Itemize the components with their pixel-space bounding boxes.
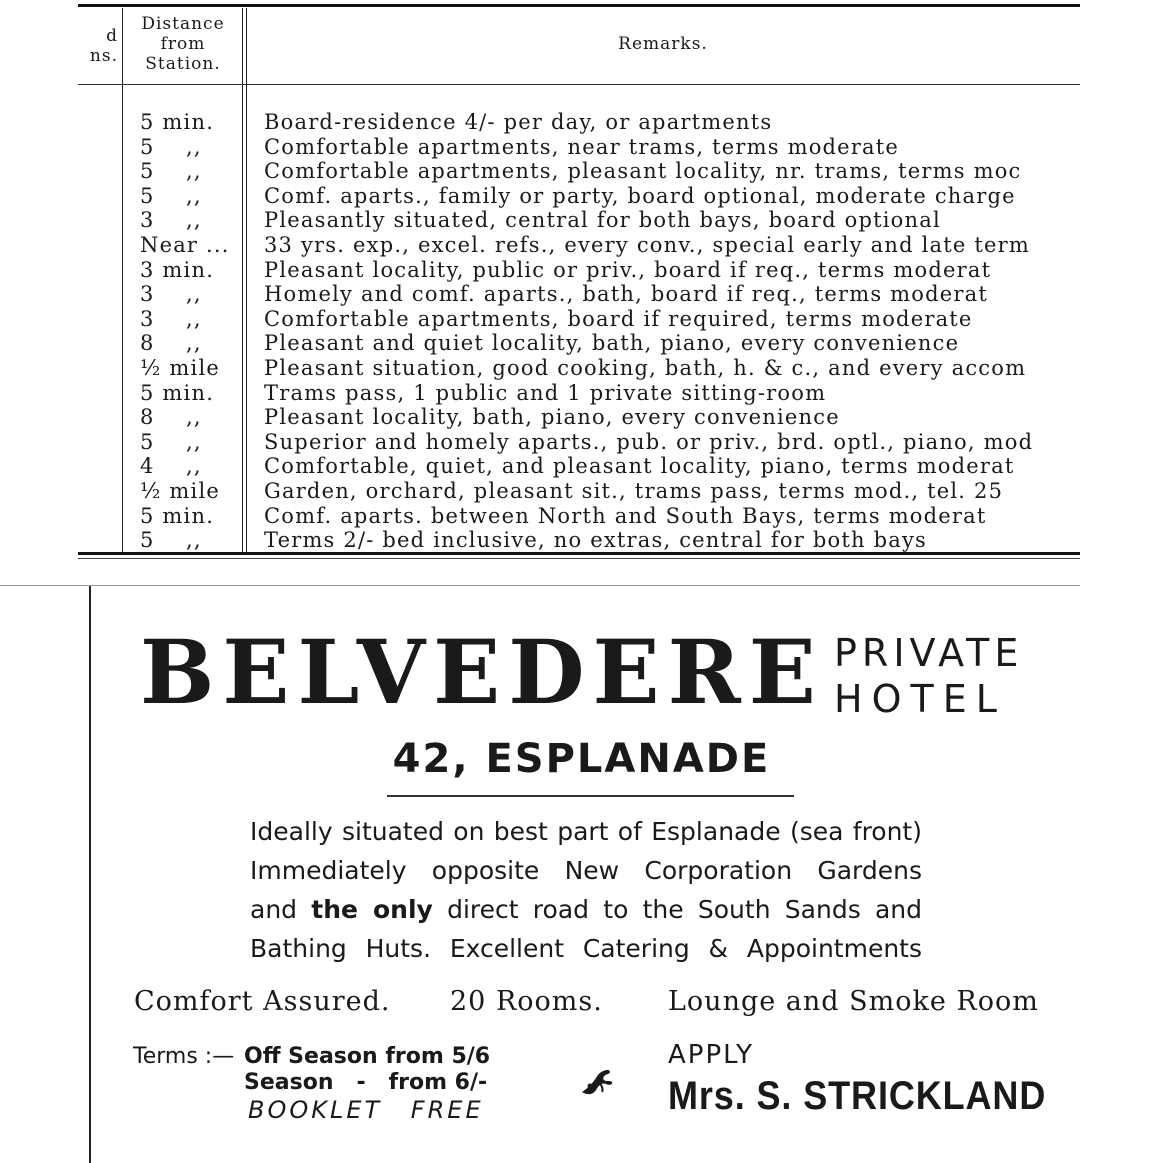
remarks-cell: Pleasant locality, bath, piano, every convenience: [264, 405, 840, 430]
distance-cell: 5 min.: [140, 380, 215, 405]
table-row: [78, 479, 1080, 504]
table-row: [78, 405, 1080, 430]
remarks-cell: Comfortable, quiet, and pleasant locality, piano, terms moderat: [264, 454, 1015, 479]
table-row: [78, 159, 1080, 184]
terms-label: Terms :—: [133, 1044, 235, 1069]
remarks-cell: Comf. aparts., family or party, board optional, moderate charge: [264, 183, 1016, 208]
remarks-cell: Trams pass, 1 public and 1 private sitting-room: [264, 380, 827, 405]
table-row: [78, 307, 1080, 332]
hotel-description: [250, 812, 922, 968]
description-line: Ideally situated on best part of Esplanade (sea front): [250, 817, 922, 846]
ad-top-border: [0, 585, 1080, 586]
remarks-cell: Comfortable apartments, board if required, terms moderate: [264, 306, 973, 331]
table-row: [78, 110, 1080, 135]
table-row: [78, 504, 1080, 529]
terms-season: Season - from 6/-: [244, 1070, 488, 1095]
distance-cell: 5 ,,: [140, 528, 202, 553]
feature-comfort: Comfort Assured.: [134, 986, 391, 1017]
table-row: [78, 528, 1080, 553]
table-row: [78, 454, 1080, 479]
distance-cell: 5 ,,: [140, 183, 202, 208]
table-bottom-rule-thin: [78, 558, 1080, 559]
feature-rooms: 20 Rooms.: [450, 986, 603, 1017]
prev-column-header: d ns.: [89, 26, 118, 66]
table-row: [78, 282, 1080, 307]
table-row: [78, 356, 1080, 381]
distance-cell: 8 ,,: [140, 331, 202, 356]
remarks-cell: Comfortable apartments, near trams, terms moderate: [264, 134, 900, 159]
header-rule: [78, 84, 1080, 85]
apply-label: APPLY: [668, 1040, 755, 1070]
distance-header: Distance from Station.: [141, 14, 225, 74]
table-row: [78, 184, 1080, 209]
table-row: [78, 208, 1080, 233]
table-row: [78, 258, 1080, 283]
distance-cell: 5 min.: [140, 503, 215, 528]
remarks-cell: 33 yrs. exp., excel. refs., every conv., special early and late term: [264, 233, 1030, 257]
remarks-cell: Terms 2/- bed inclusive, no extras, central for both bays: [264, 528, 927, 553]
hotel-name: BELVEDERE: [140, 620, 824, 724]
distance-cell: 5 ,,: [140, 134, 202, 159]
distance-cell: Near ...: [140, 233, 230, 257]
table-row: [78, 135, 1080, 160]
distance-cell: 3 min.: [140, 257, 215, 282]
remarks-header: Remarks.: [618, 34, 708, 54]
terms-off-season: Off Season from 5/6: [244, 1044, 491, 1069]
remarks-cell: Homely and comf. aparts., bath, board if req., terms moderat: [264, 282, 989, 307]
lodgings-table: [78, 0, 1080, 556]
table-row: [78, 430, 1080, 455]
hotel-address: 42, ESPLANADE: [392, 736, 771, 782]
remarks-cell: Garden, orchard, pleasant sit., trams pass, terms mod., tel. 25: [264, 479, 1004, 503]
distance-cell: 4 ,,: [140, 454, 202, 479]
distance-cell: 3 ,,: [140, 208, 202, 233]
distance-cell: ½ mile: [140, 479, 221, 503]
remarks-cell: Pleasant situation, good cooking, bath, h. & c., and every accom: [264, 356, 1027, 380]
booklet-free: BOOKLET FREE: [248, 1096, 484, 1124]
distance-cell: 3 ,,: [140, 282, 202, 307]
table-row: [78, 331, 1080, 356]
description-line: Immediately opposite New Corporation Gardens: [250, 856, 922, 885]
remarks-cell: Comfortable apartments, pleasant locality, nr. trams, terms moc: [264, 159, 1022, 184]
hotel-type-hotel: HOTEL: [834, 677, 1006, 721]
remarks-cell: Superior and homely aparts., pub. or priv., brd. optl., piano, mod: [264, 429, 1034, 454]
distance-cell: 5 min.: [140, 110, 215, 134]
distance-cell: 8 ,,: [140, 405, 202, 430]
floral-ornament-icon: [576, 1064, 616, 1098]
distance-cell: ½ mile: [140, 356, 221, 380]
description-line: and the only direct road to the South Sands and: [250, 895, 922, 924]
table-row: [78, 233, 1080, 258]
distance-cell: 5 ,,: [140, 429, 202, 454]
distance-cell: 3 ,,: [140, 306, 202, 331]
distance-cell: 5 ,,: [140, 159, 202, 184]
ad-left-border: [89, 586, 91, 1163]
proprietor-name: Mrs. S. STRICKLAND: [668, 1074, 1047, 1118]
remarks-cell: Pleasant locality, public or priv., board if req., terms moderat: [264, 257, 992, 282]
table-bottom-rule: [78, 552, 1080, 555]
remarks-cell: Comf. aparts. between North and South Bays, terms moderat: [264, 503, 987, 528]
remarks-cell: Pleasant and quiet locality, bath, piano, every convenience: [264, 331, 960, 356]
remarks-cell: Pleasantly situated, central for both bays, board optional: [264, 208, 941, 233]
remarks-cell: Board-residence 4/- per day, or apartments: [264, 110, 773, 134]
hotel-type-private: PRIVATE: [834, 631, 1024, 675]
divider: [387, 795, 794, 797]
description-line: Bathing Huts. Excellent Catering & Appointments: [250, 934, 922, 963]
feature-lounge: Lounge and Smoke Room: [668, 986, 1039, 1017]
table-row: [78, 381, 1080, 406]
